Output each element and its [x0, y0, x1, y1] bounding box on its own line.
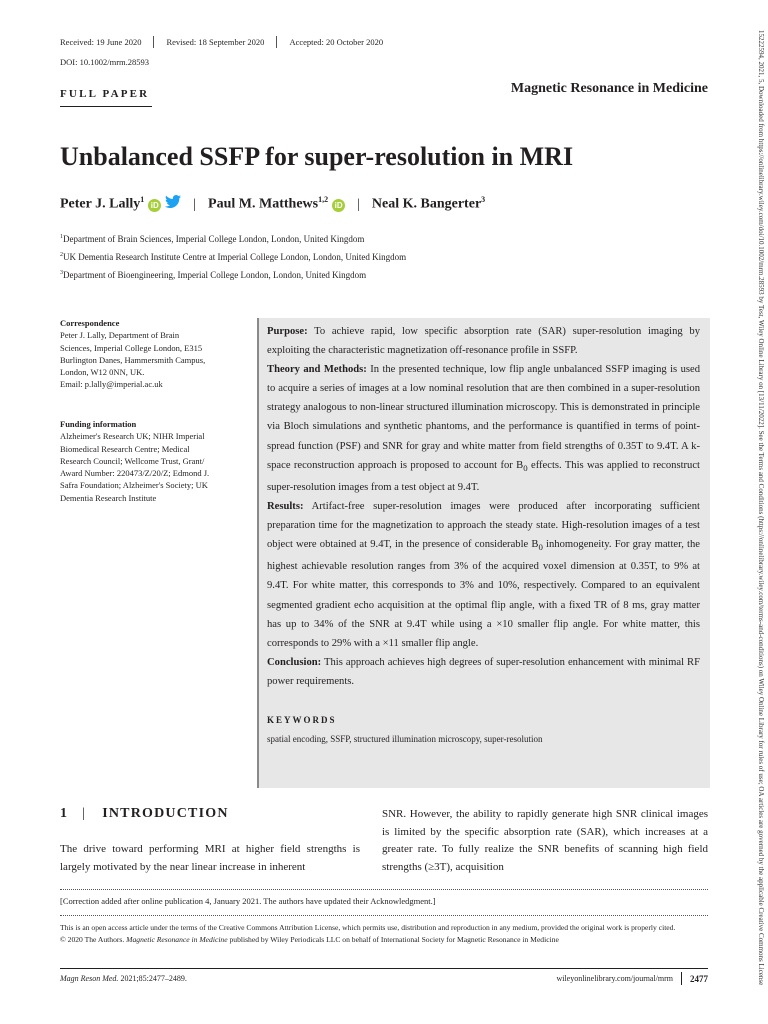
- page-number: 2477: [690, 973, 708, 984]
- footer-right: [556, 972, 708, 985]
- correspondence-heading: Correspondence: [60, 318, 120, 328]
- affiliation: $^2$UK Dementia Research Institute Centre at Imperial College London, London, United Kingdom: [60, 252, 407, 262]
- abstract-methods: Theory and Methods: In the presented technique, low flip angle unbalanced SSFP imaging is used to acquire a series of images at a low nominal resolution that are then combined in a super-resolution strategy analogous to non-linear structured illumination microscopy. This is demonstrated in principle via Bloch simulations and synthetic phantoms, and the performance is quantified in terms of point-spread function (PSF) and SNR for gray and white matter from field strengths of 0.35T to 9.4T. A k-space reconstruction approach is proposed to account for $B_0$ effects. This was applied to reconstruct super-resolution images from a test object at 9.4T.: [267, 364, 700, 493]
- correspondence: [60, 317, 245, 391]
- keywords-heading: KEYWORDS: [267, 715, 337, 725]
- doi[interactable]: DOI: 10.1002/mrm.28593: [60, 57, 150, 67]
- author[interactable]: Paul M. Matthews$^{1,2}$: [208, 195, 329, 212]
- footer-rule: [60, 968, 708, 969]
- dotted-divider: [60, 915, 708, 916]
- article-type-rule: [60, 106, 152, 107]
- dotted-divider: [60, 889, 708, 890]
- intro-left-column: The drive toward performing MRI at higher field strengths is largely motivated by the near linear increase in inherent: [60, 843, 360, 873]
- intro-right-column: SNR. However, the ability to rapidly generate high SNR clinical images is limited by the specific absorption rate (SAR), which increases at a greater rate. To fully realize the SNR benefits of scanning high field strengths (≥3T), acquisition: [382, 808, 708, 873]
- correspondence-line: Sciences, Imperial College London, E315: [60, 342, 203, 353]
- license-text: This is an open access article under the terms of the Creative Commons Attribution License, which permits use, distribution and reproduction in any medium, provided the original work is properly cited.: [60, 923, 676, 932]
- correction-note: [Correction added after online publication 4, January 2021. The authors have updated their Acknowledgment.]: [60, 896, 436, 906]
- correspondence-line: Burlington Danes, Hammersmith Campus,: [60, 354, 206, 365]
- abstract-results: Results: Artifact-free super-resolution images were produced after incorporating sufficient preparation time for the magnetization to approach the steady state. High-resolution images of a test object were obtained at 9.4T, in the presence of considerable $B_0$ inhomogeneity. For gray matter, the highest achievable resolution ranges from 3% of the acquired voxel dimension at 0.35T, to 9% at 9.4T. For white matter, this corresponds to 3% and 10%, respectively. Compared to an equivalent segmented gradient echo acquisition at the optimal flip angle, with a fixed TR of 8 ms, gray matter has up to 34% of the SNR at 9.4T while using a ×10 smaller flip angle. For white matter, this corresponds to 29% with a ×11 smaller flip angle.: [267, 500, 700, 649]
- abstract-conclusion: Conclusion: This approach achieves high degrees of super-resolution enhancement with minimal RF power requirements.: [267, 656, 700, 687]
- journal-url[interactable]: wileyonlinelibrary.com/journal/mrm: [556, 974, 673, 983]
- article-title: Unbalanced SSFP for super-resolution in MRI: [60, 142, 574, 171]
- article-type: FULL PAPER: [60, 88, 150, 100]
- abstract-rule: [257, 318, 259, 788]
- author-divider: |: [357, 197, 360, 212]
- download-notice: 15222594, 2021, 5, Downloaded from https://onlinelibrary.wiley.com/doi/10.1002/mrm.28593 by Test, Wiley Online Library on [13/11/2022]. See the Terms and Conditions (https://onlinelibrary.wiley.com/terms-and-conditions) on Wiley Online Library for rules of use; OA articles are governed by the applicable Creative Commons License: [757, 30, 765, 986]
- journal-name: Magnetic Resonance in Medicine: [510, 81, 708, 96]
- funding-information: [60, 418, 245, 504]
- received-date: Received: 19 June 2020: [60, 37, 142, 47]
- keywords: spatial encoding, SSFP, structured illumination microscopy, super-resolution: [267, 734, 543, 745]
- section-title: INTRODUCTION: [102, 806, 229, 821]
- funding-heading: Funding information: [60, 419, 137, 429]
- author-divider: |: [193, 197, 197, 212]
- accepted-date: Accepted: 20 October 2020: [289, 37, 384, 47]
- correspondence-line: Peter J. Lally, Department of Brain: [60, 330, 180, 341]
- orcid-icon[interactable]: iD: [148, 199, 161, 212]
- license-statement: [60, 922, 708, 947]
- funding-line: Award Number: 220473/Z/20/Z; Edmond J.: [60, 468, 210, 479]
- funding-line: Dementia Research Institute: [60, 492, 157, 503]
- citation: Magn Reson Med. 2021;85:2477–2489.: [60, 974, 187, 983]
- funding-line: Biomedical Research Centre; Medical: [60, 443, 190, 454]
- section-divider: |: [82, 806, 87, 821]
- section-heading: [60, 806, 229, 822]
- revised-date: Revised: 18 September 2020: [166, 37, 265, 47]
- date-divider: [276, 36, 277, 48]
- twitter-icon[interactable]: [165, 195, 181, 208]
- funding-line: Research Council; Wellcome Trust, Grant/: [60, 455, 205, 466]
- affiliation: $^3$Department of Bioengineering, Imperial College London, London, United Kingdom: [60, 270, 367, 280]
- copyright: © 2020 The Authors. Magnetic Resonance in Medicine published by Wiley Periodicals LLC on behalf of International Society for Magnetic Resonance in Medicine: [60, 935, 559, 945]
- author[interactable]: Peter J. Lally$^1$: [60, 195, 145, 212]
- article-dates: [60, 36, 383, 48]
- funding-line: Alzheimer's Research UK; NIHR Imperial: [60, 431, 205, 442]
- footer-divider: [681, 972, 682, 985]
- correspondence-line: London, W12 0NN, UK.: [60, 367, 145, 378]
- author-list: [60, 195, 485, 213]
- correspondence-email[interactable]: Email: p.lally@imperial.ac.uk: [60, 379, 163, 390]
- orcid-icon[interactable]: iD: [332, 199, 345, 212]
- funding-line: Safra Foundation; Alzheimer's Society; UK: [60, 480, 208, 491]
- affiliation: $^1$Department of Brain Sciences, Imperial College London, London, United Kingdom: [60, 234, 365, 244]
- author[interactable]: Neal K. Bangerter$^3$: [371, 195, 486, 212]
- date-divider: [153, 36, 154, 48]
- abstract-box: [257, 318, 710, 788]
- section-number: 1: [60, 806, 69, 821]
- abstract-purpose: Purpose: To achieve rapid, low specific absorption rate (SAR) super-resolution imaging by exploiting the characteristic magnetization off-resonance profile in SSFP.: [267, 326, 700, 357]
